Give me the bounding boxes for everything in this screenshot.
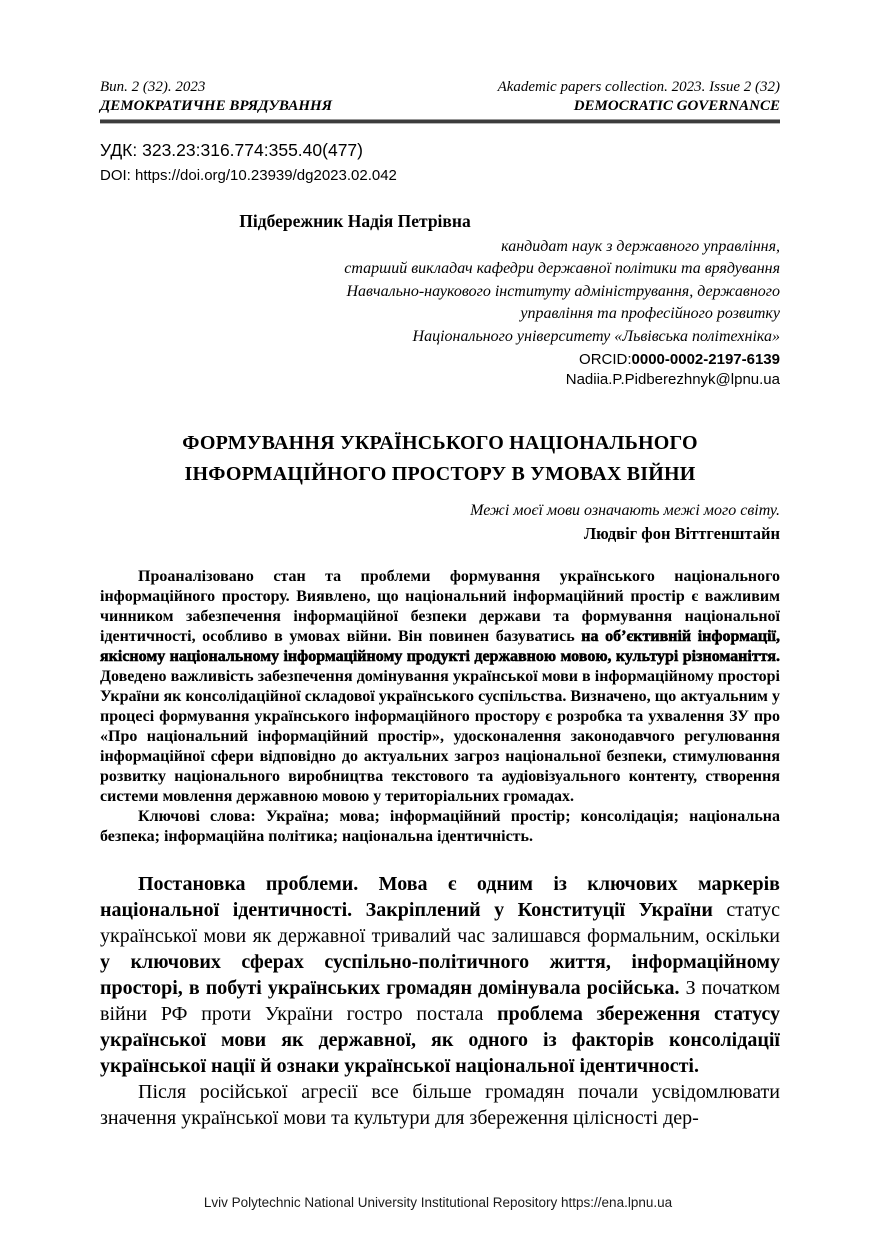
article-title-line2: ІНФОРМАЦІЙНОГО ПРОСТОРУ В УМОВАХ ВІЙНИ (184, 463, 696, 486)
journal-header-right (498, 78, 780, 116)
orcid-line (100, 350, 780, 370)
epigraph-quote: Межі моєї мови означають межі мого світу. (470, 502, 780, 520)
epigraph (100, 500, 780, 545)
abstract-block (100, 567, 780, 847)
affiliation-line: управління та професійного розвитку (520, 305, 780, 323)
abstract-part1: Проаналізовано стан та проблеми формування українського національного інформаційного простору. Виявлено, що національний інформаційний простір є важливим чинником забезпечення інформаційної безпеки держави та формування національної ідентичності, особливо в умовах війни. Він повинен базуватись (100, 568, 780, 646)
doi-link: DOI: https://doi.org/10.23939/dg2023.02.042 (100, 167, 397, 184)
author-affiliation (100, 236, 780, 348)
issue-label-en: Akademic papers collection. 2023. Issue 2 (32) (497, 79, 780, 95)
abstract-part2: Доведено важливість забезпечення домінування української мови в інформаційному просторі України як консолідаційної складової українського суспільства. Визначено, що актуальним у процесі формування українського інформаційного простору є розробка та ухвалення ЗУ про «Про національний інформаційний простір», удосконалення законодавчого регулювання інформаційної сфери відповідно до актуальних загроз національної безпеки, стимулювання розвитку національного виробництва текстового та аудіовізуального контенту, створення системи мовлення державною мовою у територіальних громадах. (100, 668, 780, 806)
epigraph-author: Людвіг фон Віттгенштайн (583, 524, 780, 544)
repository-footer: Lviv Polytechnic National University Institutional Repository https://ena.lpnu.ua (203, 1195, 673, 1210)
affiliation-line: Національного університету «Львівська політехніка» (412, 327, 780, 345)
article-meta (100, 140, 780, 185)
body-regular-run: З початком війни РФ проти України гостро постала (100, 977, 780, 1026)
keywords-list: Україна; мова; інформаційний простір; консолідація; національна безпека; інформаційна політика; національна ідентичність. (100, 808, 780, 846)
udc-code: УДК: 323.23:316.774:355.40(477) (100, 140, 363, 160)
body-bold-run: Мова є одним із ключових маркерів національної ідентичності. Закріплений у Конституції України (100, 873, 780, 922)
abstract-paragraph (100, 567, 780, 807)
journal-header (100, 78, 780, 116)
affiliation-line: Навчально-наукового інституту адміністрування, державного (346, 282, 780, 300)
body-bold-run: у ключових сферах суспільно-політичного життя, інформаційному просторі, в побуті українських громадян домінувала російська. (100, 951, 780, 1000)
header-divider-rule (100, 119, 780, 124)
issue-label-uk: Вип. 2 (32). 2023 (100, 79, 206, 95)
orcid-id: 0000-0002-2197-6139 (631, 351, 780, 369)
journal-header-left (100, 78, 332, 116)
affiliation-line: кандидат наук з державного управління, (501, 238, 780, 255)
article-title-line1: ФОРМУВАННЯ УКРАЇНСЬКОГО НАЦІОНАЛЬНОГО (182, 432, 698, 455)
section-heading-inline: Постановка проблеми. (138, 873, 379, 896)
article-title (100, 428, 780, 490)
journal-title-uk: ДЕМОКРАТИЧНЕ ВРЯДУВАННЯ (100, 98, 333, 114)
journal-title-en: DEMOCRATIC GOVERNANCE (573, 98, 780, 114)
author-name: Підбережник Надія Петрівна (239, 211, 471, 231)
body-paragraph-1 (100, 871, 780, 1079)
affiliation-line: старший викладач кафедри державної політики та врядування (344, 260, 780, 278)
article-body (100, 871, 780, 1131)
keywords-paragraph (100, 807, 780, 847)
author-email: Nadiia.P.Pidberezhnyk@lpnu.ua (565, 371, 780, 389)
abstract-emphasis: на об’єктивній інформації, якісному національному інформаційному продукті державною мовою, культурі різноманіття. (100, 628, 780, 666)
body-paragraph-2: Після російської агресії все більше громадян почали усвідомлювати значення української мови та культури для збереження цілісності дер- (100, 1081, 780, 1130)
keywords-label: Ключові слова: (138, 808, 256, 826)
orcid-label: ORCID: (579, 351, 632, 369)
body-bold-run: проблема збереження статусу української мови як державної, як одного із факторів консолідації української нації й ознаки української національної ідентичності. (100, 1003, 780, 1078)
body-regular-run: статус української мови як державної тривалий час залишався формальним, оскільки (100, 899, 780, 948)
